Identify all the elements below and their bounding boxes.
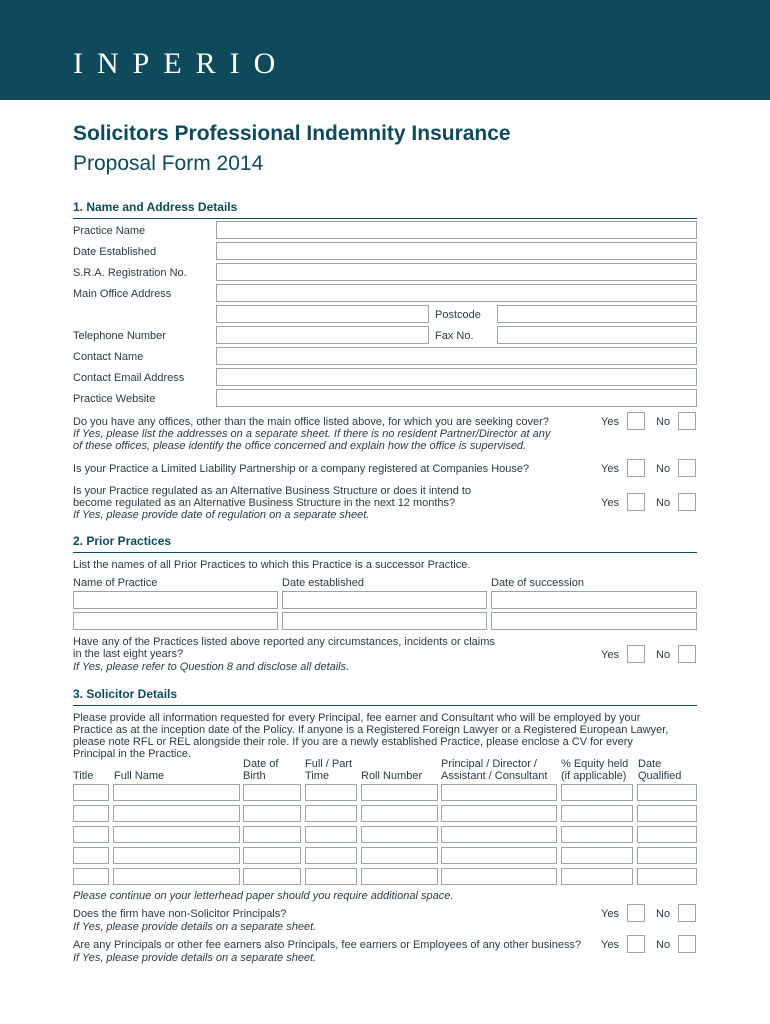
form-title: Solicitors Professional Indemnity Insurance bbox=[73, 122, 511, 145]
prior-practice-name-1[interactable] bbox=[73, 591, 278, 609]
q-circumstances-line-2: in the last eight years? bbox=[73, 648, 184, 660]
solicitor-role-field-4[interactable] bbox=[441, 847, 557, 864]
prior-practice-succession-2[interactable] bbox=[491, 612, 697, 630]
yes-label: Yes bbox=[601, 939, 619, 951]
col-qualified-1: Date bbox=[638, 758, 662, 770]
q-circumstances-line-1: Have any of the Practices listed above reported any circumstances, incidents or claims bbox=[73, 636, 495, 648]
prior-practice-established-2[interactable] bbox=[282, 612, 487, 630]
solicitor-full-name-field-1[interactable] bbox=[113, 784, 240, 801]
q-other-offices-note-2: of these offices, please identify the office concerned and explain how the office is supervised. bbox=[73, 440, 527, 452]
no-label: No bbox=[656, 939, 671, 951]
solicitor-title-field-5[interactable] bbox=[73, 868, 109, 885]
no-label: No bbox=[656, 416, 671, 428]
solicitor-dob-field-5[interactable] bbox=[243, 868, 301, 885]
contact-email-field[interactable] bbox=[216, 368, 697, 386]
solicitor-dob-field-3[interactable] bbox=[243, 826, 301, 843]
q-other-business: Are any Principals or other fee earners also Principals, fee earners or Employees of any other business? bbox=[73, 939, 582, 951]
solicitor-full-name-field-2[interactable] bbox=[113, 805, 240, 822]
col-date-of-succession: Date of succession bbox=[491, 577, 584, 589]
solicitor-full-name-field-5[interactable] bbox=[113, 868, 240, 885]
section-3-heading: 3. Solicitor Details bbox=[73, 687, 178, 701]
no-label: No bbox=[656, 908, 671, 920]
q-other-offices: Do you have any offices, other than the main office listed above, for which you are seeking cover? bbox=[73, 416, 549, 428]
no-label: No bbox=[656, 497, 671, 509]
continue-note: Please continue on your letterhead paper should you require additional space. bbox=[73, 890, 454, 902]
solicitor-fulltime-field-2[interactable] bbox=[305, 805, 357, 822]
col-dob-2: Birth bbox=[243, 770, 266, 782]
solicitor-intro-1: Please provide all information requested for every Principal, fee earner and Consultant who will be employed by your bbox=[73, 712, 641, 724]
main-office-field[interactable] bbox=[216, 284, 697, 302]
yes-label: Yes bbox=[601, 463, 619, 475]
main-office-field-2[interactable] bbox=[216, 305, 429, 323]
postcode-label: Postcode bbox=[435, 309, 481, 321]
yes-label: Yes bbox=[601, 649, 619, 661]
q-circumstances-note: If Yes, please refer to Question 8 and disclose all details. bbox=[73, 661, 350, 673]
fax-label: Fax No. bbox=[435, 330, 474, 342]
solicitor-intro-4: Principal in the Practice. bbox=[73, 748, 191, 760]
solicitor-qualified-field-4[interactable] bbox=[637, 847, 697, 864]
solicitor-title-field-4[interactable] bbox=[73, 847, 109, 864]
sra-field[interactable] bbox=[216, 263, 697, 281]
solicitor-title-field-1[interactable] bbox=[73, 784, 109, 801]
form-subtitle: Proposal Form 2014 bbox=[73, 152, 264, 175]
q-llp: Is your Practice a Limited Liability Partnership or a company registered at Companies House? bbox=[73, 463, 530, 475]
solicitor-roll-number-field-4[interactable] bbox=[361, 847, 438, 864]
solicitor-dob-field-4[interactable] bbox=[243, 847, 301, 864]
solicitor-equity-field-3[interactable] bbox=[561, 826, 633, 843]
solicitor-roll-number-field-2[interactable] bbox=[361, 805, 438, 822]
q-abs-line-2: become regulated as an Alternative Business Structure in the next 12 months? bbox=[73, 497, 456, 509]
col-equity-1: % Equity held bbox=[561, 758, 629, 770]
contact-name-label: Contact Name bbox=[73, 351, 144, 363]
telephone-label: Telephone Number bbox=[73, 330, 166, 342]
solicitor-role-field-1[interactable] bbox=[441, 784, 557, 801]
col-date-established: Date established bbox=[282, 577, 364, 589]
prior-practice-established-1[interactable] bbox=[282, 591, 487, 609]
q-other-offices-note-1: If Yes, please list the addresses on a separate sheet. If there is no resident Partner/Director at any bbox=[73, 428, 551, 440]
col-roll-number: Roll Number bbox=[361, 770, 423, 782]
no-label: No bbox=[656, 463, 671, 475]
section-1-rule bbox=[73, 218, 697, 219]
col-role-1: Principal / Director / bbox=[441, 758, 537, 770]
col-equity-2: (if applicable) bbox=[561, 770, 627, 782]
solicitor-role-field-3[interactable] bbox=[441, 826, 557, 843]
abs-no-checkbox[interactable] bbox=[678, 493, 696, 511]
col-qualified-2: Qualified bbox=[638, 770, 682, 782]
non-solicitor-yes-checkbox[interactable] bbox=[627, 904, 645, 922]
solicitor-equity-field-4[interactable] bbox=[561, 847, 633, 864]
prior-practice-name-2[interactable] bbox=[73, 612, 278, 630]
prior-practices-intro: List the names of all Prior Practices to which this Practice is a successor Practice. bbox=[73, 559, 471, 571]
other-business-no-checkbox[interactable] bbox=[678, 935, 696, 953]
main-office-label: Main Office Address bbox=[73, 288, 172, 300]
practice-name-label: Practice Name bbox=[73, 225, 146, 237]
contact-name-field[interactable] bbox=[216, 347, 697, 365]
date-established-field[interactable] bbox=[216, 242, 697, 260]
practice-name-field[interactable] bbox=[216, 221, 697, 239]
solicitor-roll-number-field-3[interactable] bbox=[361, 826, 438, 843]
solicitor-qualified-field-1[interactable] bbox=[637, 784, 697, 801]
col-dob-1: Date of bbox=[243, 758, 279, 770]
non-solicitor-no-checkbox[interactable] bbox=[678, 904, 696, 922]
no-label: No bbox=[656, 649, 671, 661]
solicitor-fulltime-field-5[interactable] bbox=[305, 868, 357, 885]
other-offices-no-checkbox[interactable] bbox=[678, 412, 696, 430]
col-name-of-practice: Name of Practice bbox=[73, 577, 158, 589]
solicitor-intro-3: please note RFL or REL alongside their role. If you are a newly established Practice, please enclose a CV for every bbox=[73, 736, 633, 748]
solicitor-fulltime-field-3[interactable] bbox=[305, 826, 357, 843]
solicitor-roll-number-field-1[interactable] bbox=[361, 784, 438, 801]
solicitor-roll-number-field-5[interactable] bbox=[361, 868, 438, 885]
circumstances-no-checkbox[interactable] bbox=[678, 645, 696, 663]
website-label: Practice Website bbox=[73, 393, 156, 405]
inperio-logo: INPERIO bbox=[73, 47, 290, 80]
website-field[interactable] bbox=[216, 389, 697, 407]
postcode-field[interactable] bbox=[497, 305, 697, 323]
solicitor-title-field-3[interactable] bbox=[73, 826, 109, 843]
yes-label: Yes bbox=[601, 908, 619, 920]
col-fulltime-2: Time bbox=[305, 770, 330, 782]
solicitor-equity-field-1[interactable] bbox=[561, 784, 633, 801]
solicitor-role-field-5[interactable] bbox=[441, 868, 557, 885]
q-non-solicitor: Does the firm have non-Solicitor Principals? bbox=[73, 908, 287, 920]
solicitor-full-name-field-3[interactable] bbox=[113, 826, 240, 843]
q-other-business-note: If Yes, please provide details on a separate sheet. bbox=[73, 952, 317, 964]
yes-label: Yes bbox=[601, 416, 619, 428]
solicitor-dob-field-1[interactable] bbox=[243, 784, 301, 801]
col-title: Title bbox=[73, 770, 94, 782]
solicitor-role-field-2[interactable] bbox=[441, 805, 557, 822]
solicitor-qualified-field-3[interactable] bbox=[637, 826, 697, 843]
solicitor-fulltime-field-4[interactable] bbox=[305, 847, 357, 864]
solicitor-title-field-2[interactable] bbox=[73, 805, 109, 822]
solicitor-dob-field-2[interactable] bbox=[243, 805, 301, 822]
solicitor-equity-field-5[interactable] bbox=[561, 868, 633, 885]
solicitor-fulltime-field-1[interactable] bbox=[305, 784, 357, 801]
contact-email-label: Contact Email Address bbox=[73, 372, 185, 384]
solicitor-qualified-field-2[interactable] bbox=[637, 805, 697, 822]
section-1-heading: 1. Name and Address Details bbox=[73, 200, 238, 214]
circumstances-yes-checkbox[interactable] bbox=[627, 645, 645, 663]
telephone-field[interactable] bbox=[216, 326, 429, 344]
header-banner bbox=[0, 0, 770, 100]
section-2-rule bbox=[73, 552, 697, 553]
other-offices-yes-checkbox[interactable] bbox=[627, 412, 645, 430]
q-abs-note: If Yes, please provide date of regulation on a separate sheet. bbox=[73, 509, 370, 521]
section-2-heading: 2. Prior Practices bbox=[73, 534, 172, 548]
solicitor-full-name-field-4[interactable] bbox=[113, 847, 240, 864]
q-non-solicitor-note: If Yes, please provide details on a separate sheet. bbox=[73, 921, 317, 933]
sra-label: S.R.A. Registration No. bbox=[73, 267, 187, 279]
abs-yes-checkbox[interactable] bbox=[627, 493, 645, 511]
solicitor-equity-field-2[interactable] bbox=[561, 805, 633, 822]
col-full-name: Full Name bbox=[114, 770, 165, 782]
fax-field[interactable] bbox=[497, 326, 697, 344]
yes-label: Yes bbox=[601, 497, 619, 509]
q-abs-line-1: Is your Practice regulated as an Alternative Business Structure or does it intend to bbox=[73, 485, 472, 497]
col-fulltime-1: Full / Part bbox=[305, 758, 353, 770]
section-3-rule bbox=[73, 705, 697, 706]
solicitor-intro-2: Practice as at the inception date of the Policy. If anyone is a Registered Foreign Lawyer or a Registered European Lawyer, bbox=[73, 724, 669, 736]
llp-yes-checkbox[interactable] bbox=[627, 459, 645, 477]
col-role-2: Assistant / Consultant bbox=[441, 770, 548, 782]
llp-no-checkbox[interactable] bbox=[678, 459, 696, 477]
date-established-label: Date Established bbox=[73, 246, 157, 258]
prior-practice-succession-1[interactable] bbox=[491, 591, 697, 609]
other-business-yes-checkbox[interactable] bbox=[627, 935, 645, 953]
solicitor-qualified-field-5[interactable] bbox=[637, 868, 697, 885]
